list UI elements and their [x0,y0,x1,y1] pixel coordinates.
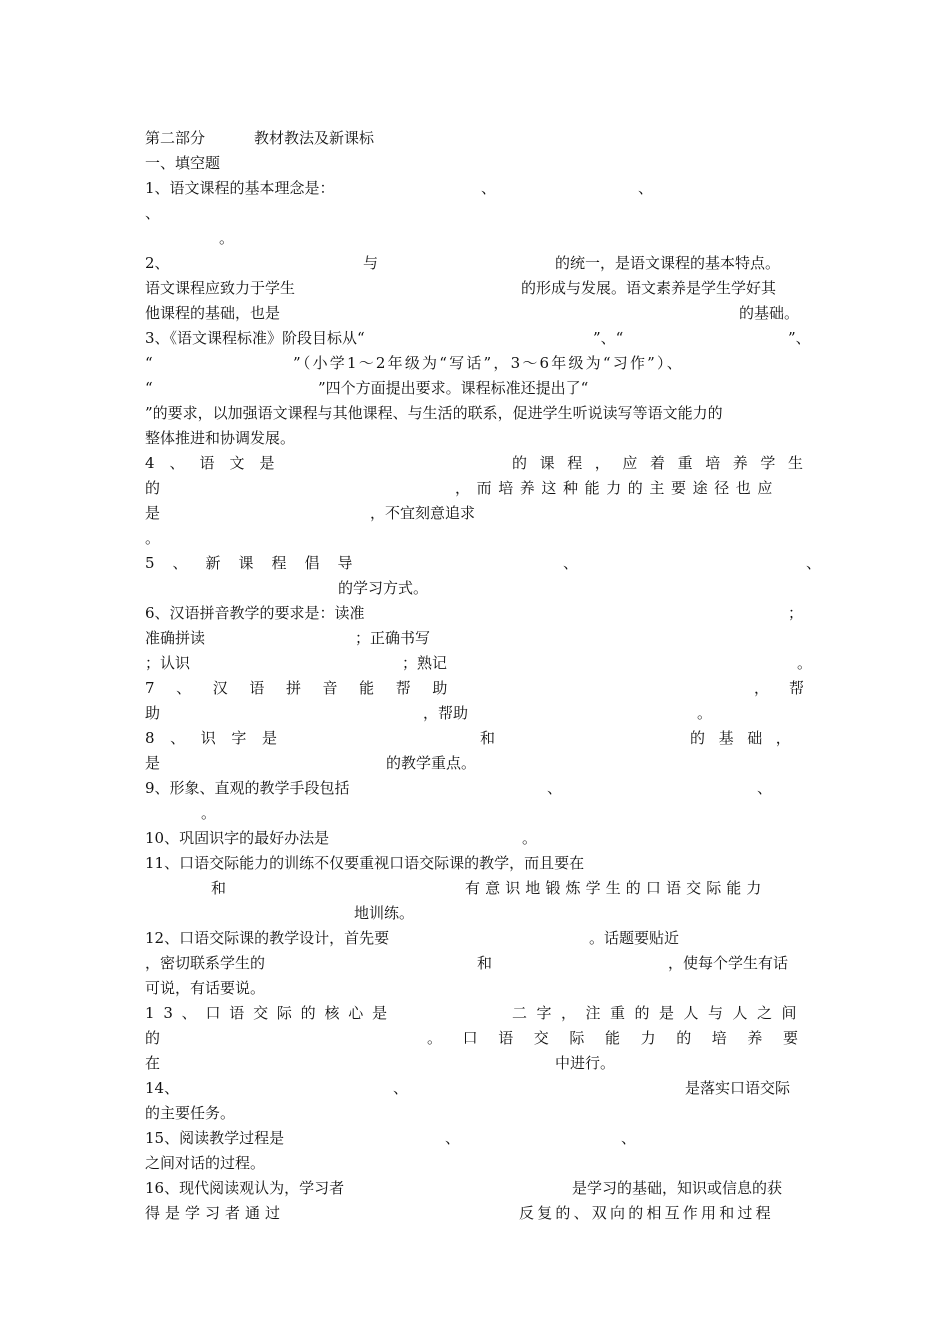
question-7-text: ，帮 [754,679,825,697]
question-12-text: ，使每个学生有话 [668,954,789,972]
question-7-text: 7、汉语拼音能帮助 [145,679,469,697]
question-1-sep: 、 [481,179,497,197]
question-4-text: 的课程，应着重培养学生 [512,454,816,472]
question-12-text: ，密切联系学生的 [145,954,266,972]
question-16-text: 得是学习者通过 [145,1204,286,1222]
question-8-text: 和 [480,729,496,747]
question-15-text: 15、阅读教学过程是 [145,1129,285,1147]
question-12-text: 。话题要贴近 [589,929,680,947]
question-7-end: 。 [697,704,713,722]
question-11-text: 11、口语交际能力的训练不仅要重视口语交际课的教学，而且要在 [145,854,585,872]
question-3-text: ”、 [788,329,811,347]
question-9-text: 9、形象、直观的教学手段包括 [145,779,350,797]
question-5-text: 5、新课程倡导 [145,554,371,572]
question-11-text: 有意识地锻炼学生的口语交际能力 [465,879,767,897]
question-13-text: 。口语交际能力的培养要 [427,1029,819,1047]
question-4-text: 的 [145,479,161,497]
question-3-text: ”（小学1～2年级为“写话”，3～6年级为“习作”）、 [293,354,684,372]
question-7-text: ，帮助 [423,704,469,722]
question-12-text: 可说，有话要说。 [145,979,266,997]
question-6-text: 准确拼读 [145,629,206,647]
question-5-sep: 、 [563,554,579,572]
question-14-text: 14、 [145,1079,180,1097]
question-4-text: ，而培养这种能力的主要途径也应 [455,479,780,497]
question-8-text: 是 [145,754,161,772]
question-15-text: 之间对话的过程。 [145,1154,266,1172]
question-9-sep: 、 [547,779,563,797]
question-4-text: 是 [145,504,161,522]
question-15-sep: 、 [445,1129,461,1147]
question-8-text: 的教学重点。 [386,754,477,772]
question-6-text: 6、汉语拼音教学的要求是：读准 [145,604,365,622]
question-13-text: 的 [145,1029,161,1047]
question-4-text: 4、语文是 [145,454,290,472]
question-10-end: 。 [522,829,538,847]
section-heading: 一、填空题 [145,154,221,172]
question-3-text: 整体推进和协调发展。 [145,429,296,447]
question-16-text: 16、现代阅读观认为，学习者 [145,1179,345,1197]
question-5-sep: 、 [806,554,822,572]
question-13-text: 在 [145,1054,161,1072]
question-11-text: 和 [211,879,227,897]
question-9-sep: 、 [757,779,773,797]
question-11-text: 地训练。 [354,904,415,922]
question-1-sep: 、 [638,179,654,197]
question-2-text: 2、 [145,254,170,272]
question-3-text: “ [145,354,153,372]
question-9-end: 。 [201,804,217,822]
question-2-text: 与 [363,254,379,272]
question-16-text: 是学习的基础，知识或信息的获 [572,1179,783,1197]
question-8-text: 的基础， [690,729,805,747]
question-7-text: 助 [145,704,161,722]
question-1-end: 。 [219,229,235,247]
question-6-text: ；认识 [145,654,191,672]
page-title: 教材教法及新课标 [254,129,375,147]
question-2-text: 语文课程应致力于学生 [145,279,296,297]
question-10-text: 10、巩固识字的最好办法是 [145,829,330,847]
question-13-text: 二字，注重的是人与人之间 [512,1004,807,1022]
question-4-end: 。 [145,529,161,547]
question-2-text: 的基础。 [739,304,800,322]
part-label: 第二部分 [145,129,206,147]
question-13-text: 13、口语交际的核心是 [145,1004,396,1022]
question-6-end: 。 [797,654,813,672]
question-1-text: 1、语文课程的基本理念是： [145,179,335,197]
question-14-text: 的主要任务。 [145,1104,236,1122]
question-12-text: 12、口语交际课的教学设计，首先要 [145,929,390,947]
question-16-text: 反复的、双向的相互作用和过程 [519,1204,774,1222]
question-2-text: 他课程的基础，也是 [145,304,281,322]
question-3-text: ”四个方面提出要求。课程标准还提出了“ [318,379,589,397]
question-15-sep: 、 [621,1129,637,1147]
question-3-text: ”的要求，以加强语文课程与其他课程、与生活的联系，促进学生听说读写等语文能力的 [145,404,723,422]
question-4-text: ，不宜刻意追求 [370,504,476,522]
question-2-text: 的形成与发展。语文素养是学生学好其 [521,279,777,297]
question-6-text: ；正确书写 [355,629,431,647]
question-6-text: ；熟记 [402,654,448,672]
question-3-text: 3、《语文课程标准》阶段目标从“ [145,329,365,347]
question-6-sep: ； [788,604,804,622]
question-8-text: 8、识字是 [145,729,293,747]
question-5-text: 的学习方式。 [338,579,429,597]
question-3-text: ”、“ [593,329,624,347]
question-3-text: “ [145,379,153,397]
question-2-text: 的统一，是语文课程的基本特点。 [555,254,781,272]
question-12-text: 和 [477,954,493,972]
question-14-sep: 、 [393,1079,409,1097]
question-1-sep: 、 [145,204,161,222]
question-14-text: 是落实口语交际 [685,1079,791,1097]
question-13-text: 中进行。 [555,1054,616,1072]
